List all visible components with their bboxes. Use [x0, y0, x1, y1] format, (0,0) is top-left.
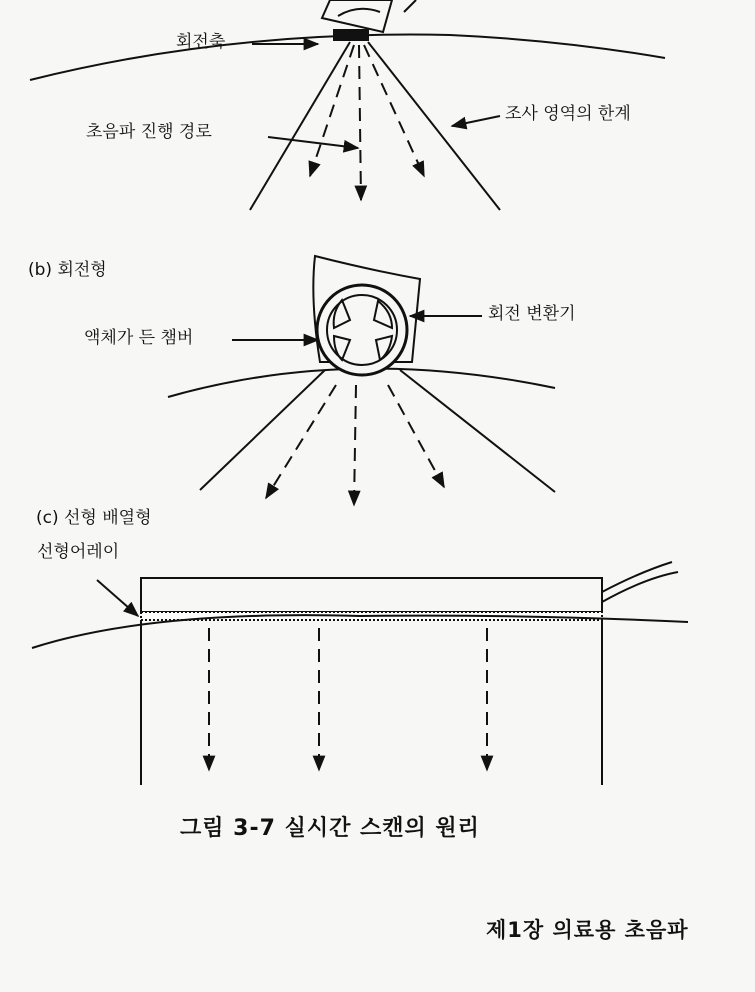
scan-boundary-label: 조사 영역의 한계	[505, 104, 631, 124]
rotating-transducer-label: 회전 변환기	[488, 304, 576, 324]
linear-array-housing	[141, 578, 602, 612]
beam-a-1	[310, 45, 354, 176]
sector-boundary-b-left	[200, 370, 325, 490]
ultrasound-path-label: 초음파 진행 경로	[86, 122, 212, 142]
beam-b-2	[354, 385, 356, 505]
sector-boundary-b-right	[400, 370, 555, 492]
diagram-c-title: (c) 선형 배열형	[36, 508, 152, 528]
probe-cable	[602, 562, 678, 602]
fluid-chamber	[317, 285, 407, 375]
probe-inner-arc	[338, 9, 380, 16]
chapter-footer: 제1장 의료용 초음파	[486, 918, 689, 942]
sector-boundary-right	[368, 42, 500, 210]
array-pointer	[97, 580, 138, 616]
beam-b-1	[266, 385, 336, 498]
rotation-axis-label: 회전축	[176, 32, 226, 52]
figure-caption: 그림 3-7 실시간 스캔의 원리	[180, 816, 480, 841]
boundary-pointer	[452, 116, 500, 126]
diagram-b-title: (b) 회전형	[28, 260, 107, 280]
probe-housing	[322, 0, 392, 32]
path-pointer	[268, 137, 358, 148]
beam-b-3	[388, 385, 444, 487]
diagram-b-rotary-probe	[168, 256, 555, 505]
skin-surface-a	[30, 32, 665, 80]
probe-side-line	[404, 0, 416, 12]
beam-a-3	[364, 45, 424, 176]
diagram-c-linear-array	[32, 562, 688, 785]
linear-array-label: 선형어레이	[37, 542, 120, 562]
sector-boundary-left	[250, 42, 350, 210]
beam-a-2	[359, 45, 361, 200]
fluid-chamber-label: 액체가 든 챔버	[84, 328, 194, 348]
